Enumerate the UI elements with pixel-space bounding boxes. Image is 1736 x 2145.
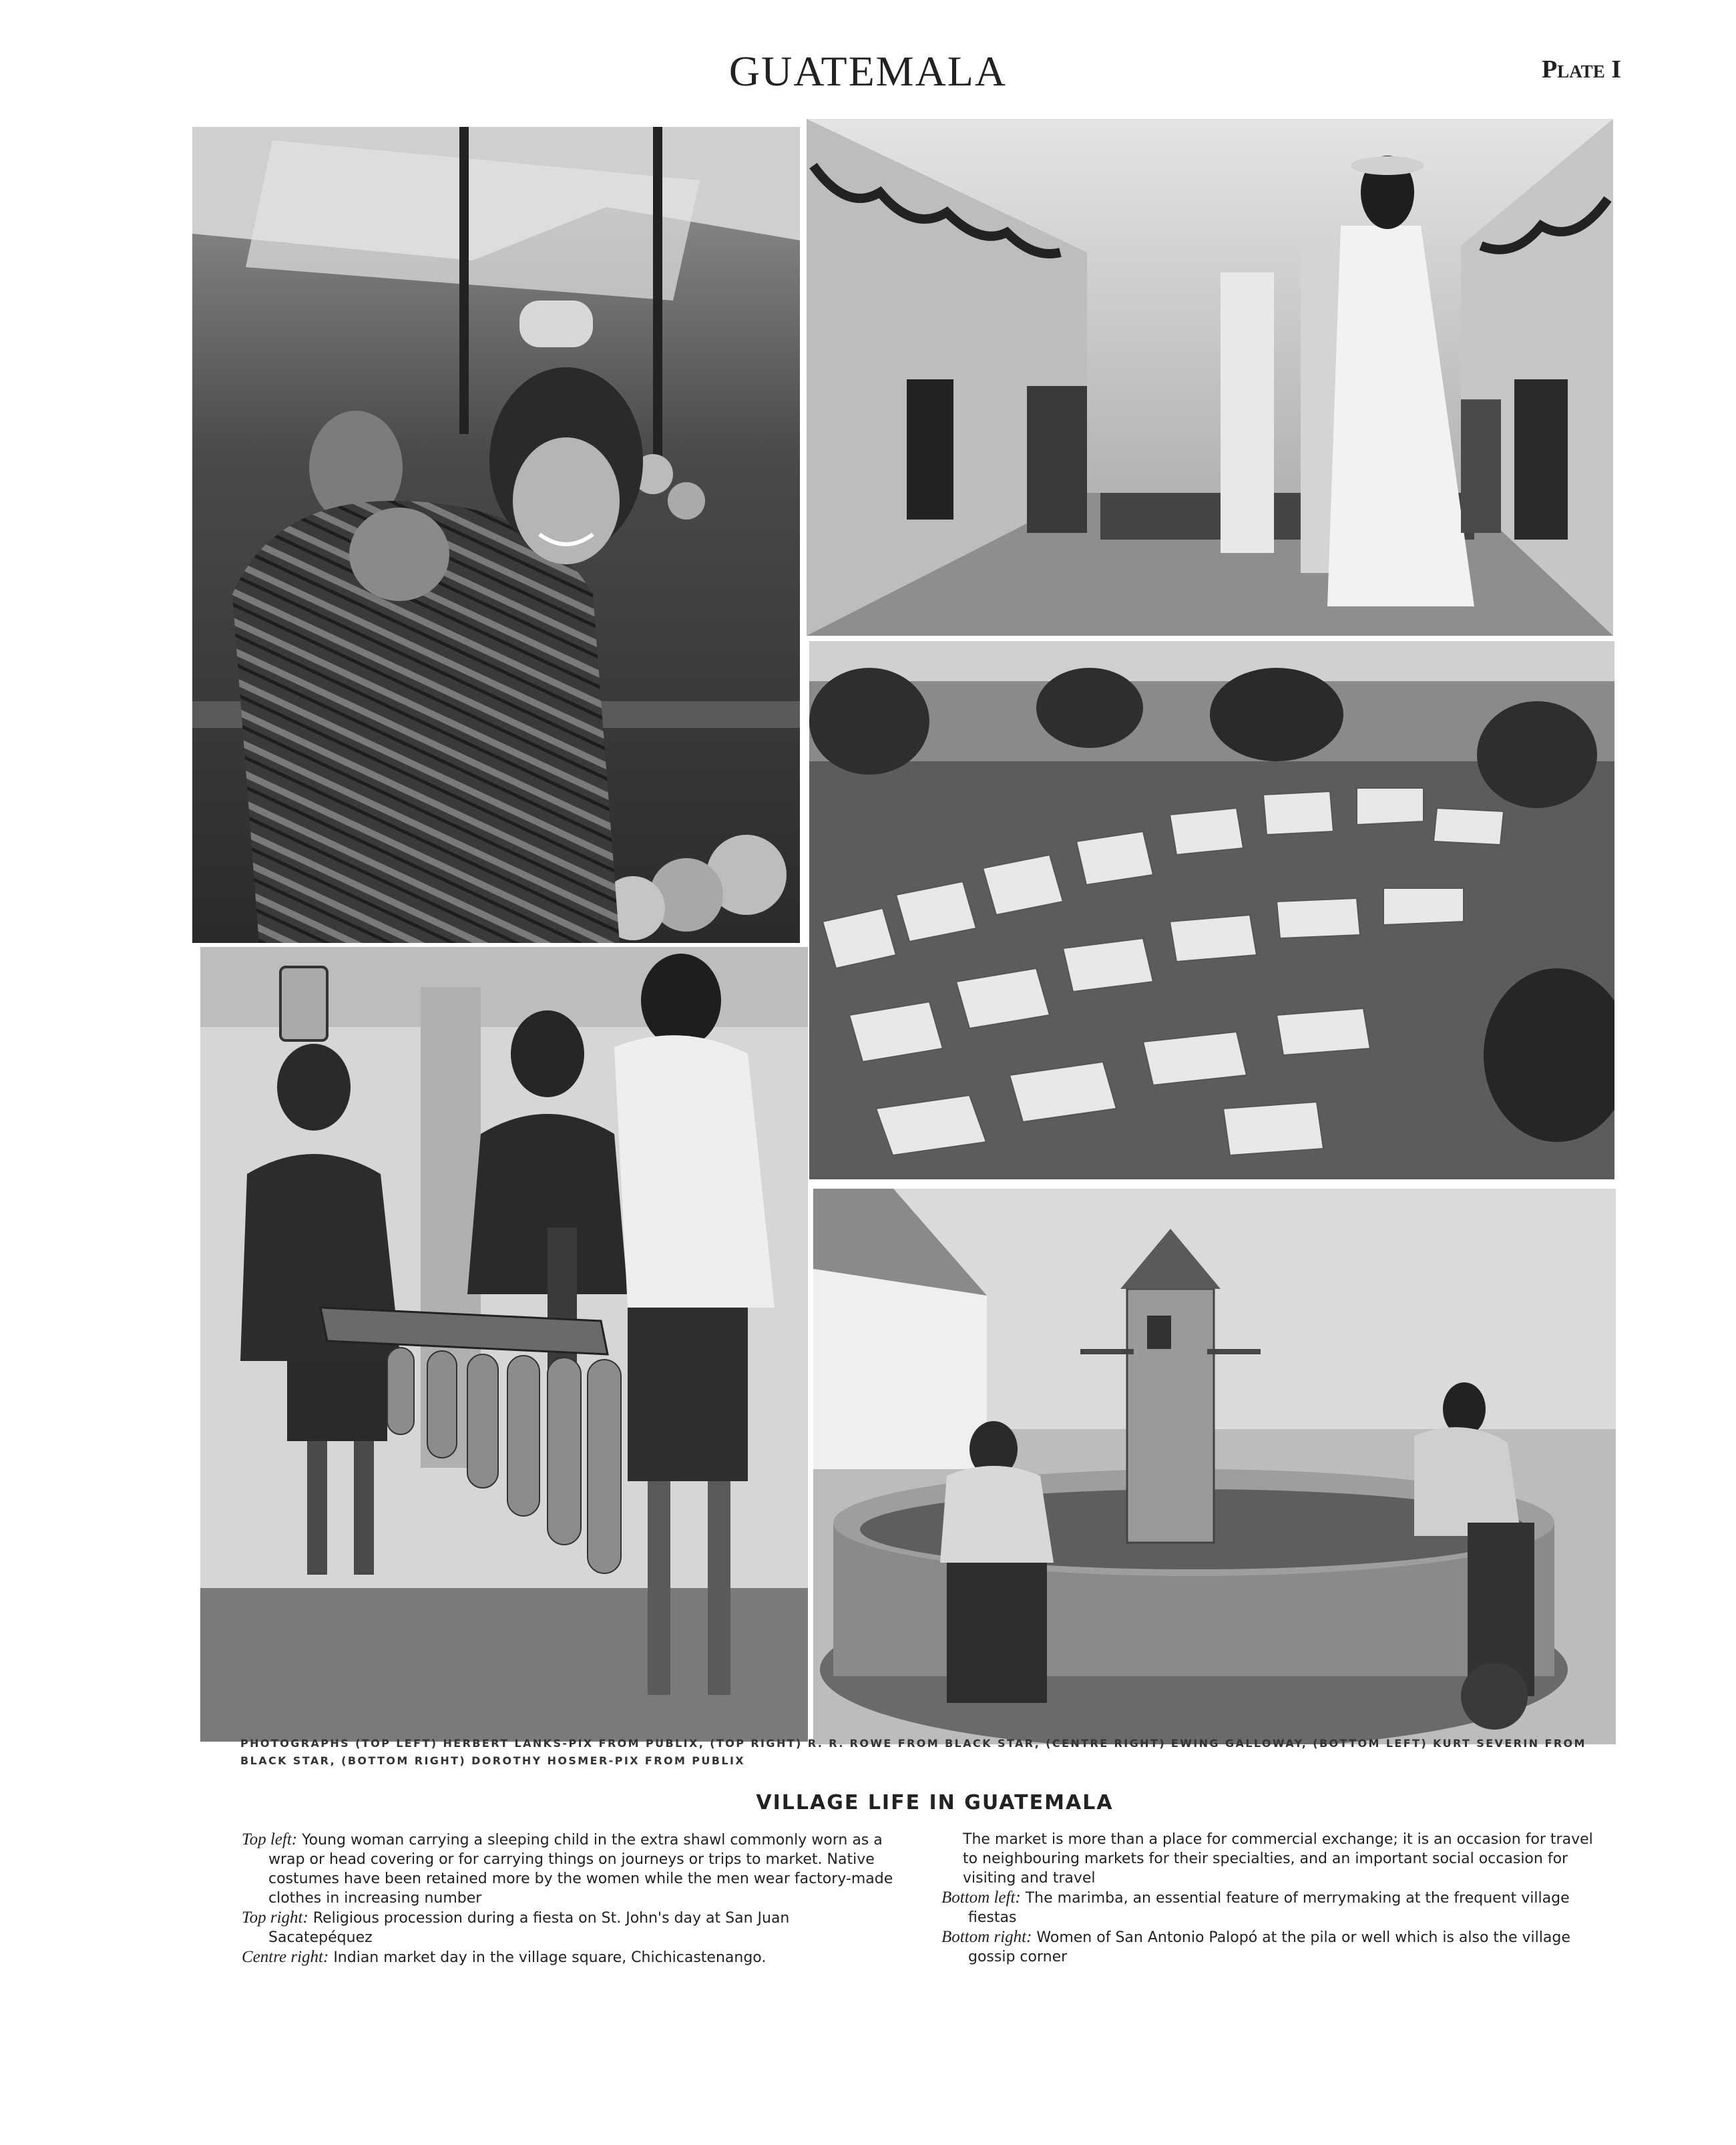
photo-top-right [807, 119, 1613, 636]
photo-bottom-left [200, 947, 808, 1742]
photo-bottom-right [813, 1189, 1616, 1744]
caption-title: VILLAGE LIFE IN GUATEMALA [756, 1791, 1114, 1814]
caption-column-left [242, 1830, 896, 1967]
photo-centre-right [809, 641, 1614, 1179]
photo-credits: PHOTOGRAPHS (TOP LEFT) HERBERT LANKS-PIX FROM PUBLIX, (TOP RIGHT) R. R. ROWE FROM BLACK STAR, (CENTRE RIGHT) EWING GALLOWAY, (BOTTOM LEFT) KURT SEVERIN FROM BLACK STAR, (BOTTOM RIGHT) DOROTHY HOSMER-PIX FROM PUBLIX [240, 1737, 1586, 1767]
caption-text: Young woman carrying a sleeping child in the extra shawl commonly worn as a wrap or head covering or for carrying things on journeys or trips to market. Native costumes have been retained more by the women while the men wear factory-made clothes in increasing number [268, 1832, 893, 1907]
caption-entry-centre-right [242, 1947, 896, 1967]
page-title: GUATEMALA [728, 47, 1008, 95]
plate-label: Plate I [1541, 55, 1621, 83]
caption-entry-top-right [242, 1908, 896, 1947]
caption-label: Centre right: [242, 1948, 329, 1966]
caption-column-right [941, 1830, 1602, 1967]
photo-top-left-illustration [192, 127, 800, 943]
photo-top-right-illustration [807, 119, 1613, 636]
caption-label: Bottom right: [941, 1928, 1032, 1946]
caption-entry-bottom-left [941, 1888, 1602, 1927]
caption-label: Top right: [242, 1909, 308, 1927]
caption-continuation: The market is more than a place for commercial exchange; it is an occasion for travel to neighbouring markets for their specialties, and an important social occasion for visiting and travel [963, 1831, 1593, 1887]
photo-bottom-right-illustration [813, 1189, 1616, 1744]
caption-text: Indian market day in the village square, Chichicastenango. [333, 1949, 767, 1966]
photo-centre-right-illustration [809, 641, 1614, 1179]
caption-entry-bottom-right [941, 1927, 1602, 1967]
caption-label: Top left: [242, 1830, 298, 1848]
photo-top-left [192, 127, 800, 943]
photo-bottom-left-illustration [200, 947, 808, 1742]
caption-text: The marimba, an essential feature of merrymaking at the frequent village fiestas [968, 1890, 1570, 1926]
caption-text: Religious procession during a fiesta on St. John's day at San Juan Sacatepéquez [268, 1910, 790, 1946]
caption-entry-top-left [242, 1830, 896, 1908]
caption-text: Women of San Antonio Palopó at the pila or well which is also the village gossip corner [968, 1929, 1570, 1965]
caption-label: Bottom left: [941, 1889, 1021, 1907]
